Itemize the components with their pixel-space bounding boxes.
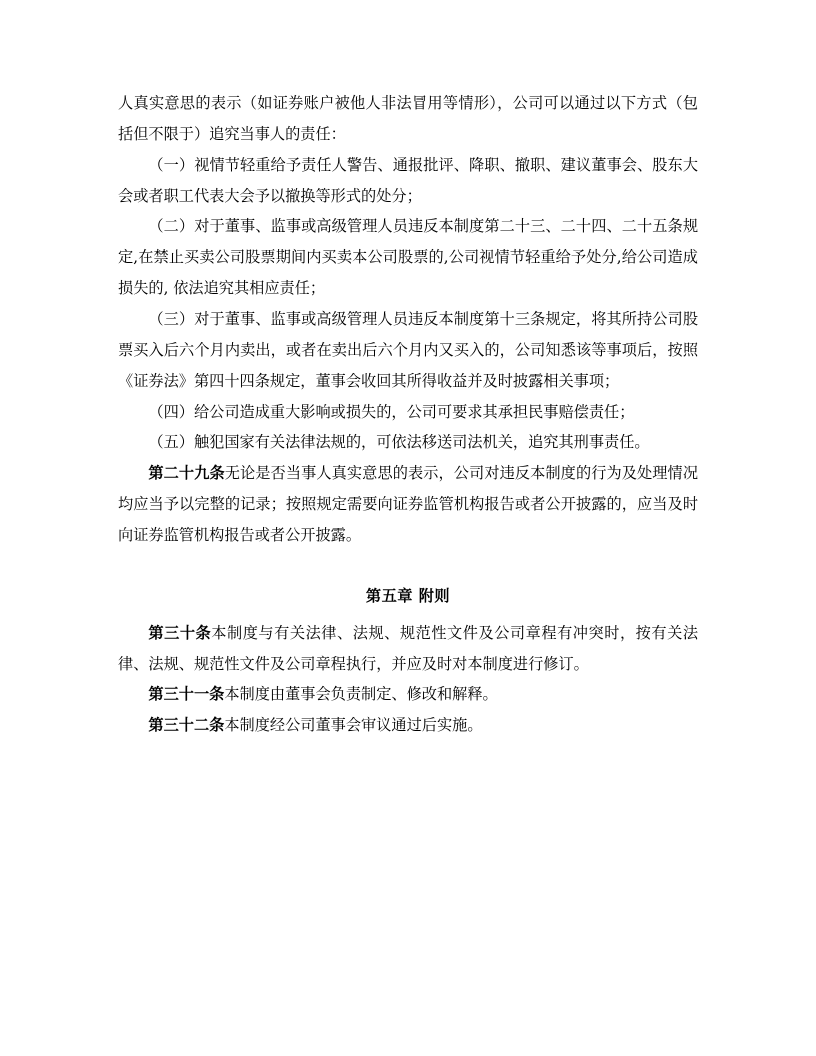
article-31-label: 第三十一条	[148, 685, 225, 704]
article-32	[118, 710, 698, 741]
article-30-text: 本制度与有关法律、法规、规范性文件及公司章程有冲突时，按有关法律、法规、规范性文件及公司章程执行，并应及时对本制度进行修订。	[118, 623, 699, 673]
document-body	[118, 88, 698, 741]
paragraph-item-1: （一）视情节轻重给予责任人警告、通报批评、降职、撤职、建议董事会、股东大会或者职工代表大会予以撤换等形式的处分；	[118, 155, 698, 205]
chapter-heading: 第五章 附则	[365, 586, 451, 605]
article-29	[118, 458, 698, 551]
article-32-label: 第三十二条	[148, 716, 225, 735]
paragraph-item-4: （四）给公司造成重大影响或损失的，公司可要求其承担民事赔偿责任；	[148, 402, 635, 421]
paragraph-continuation: 人真实意思的表示（如证券账户被他人非法冒用等情形），公司可以通过以下方式（包括但不限于）追究当事人的责任：	[118, 94, 698, 143]
article-30-label: 第三十条	[148, 623, 212, 642]
article-29-text: 无论是否当事人真实意思的表示，公司对违反本制度的行为及处理情况均应当予以完整的记录；按照规定需要向证券监管机构报告或者公开披露的，应当及时向证券监管机构报告或者公开披露。	[118, 464, 699, 545]
article-32-text: 本制度经公司董事会审议通过后实施。	[224, 716, 483, 735]
article-30	[118, 618, 698, 680]
paragraph-item-3: （三）对于董事、监事或高级管理人员违反本制度第十三条规定，将其所持公司股票买入后六个月内卖出，或者在卖出后六个月内又买入的，公司知悉该等事项后，按照《证券法》第四十四条规定，董事会收回其所得收益并及时披露相关事项；	[118, 310, 698, 390]
paragraph-item-2: （二）对于董事、监事或高级管理人员违反本制度第二十三、二十四、二十五条规定,在禁止买卖公司股票期间内买卖本公司股票的,公司视情节轻重给予处分,给公司造成损失的, 依法追究其相应责任；	[118, 217, 698, 298]
article-31-text: 本制度由董事会负责制定、修改和解释。	[224, 685, 498, 704]
article-29-label: 第二十九条	[148, 464, 225, 483]
paragraph-item-5: （五）触犯国家有关法律法规的，可依法移送司法机关，追究其刑事责任。	[148, 433, 650, 452]
article-31	[118, 679, 698, 710]
